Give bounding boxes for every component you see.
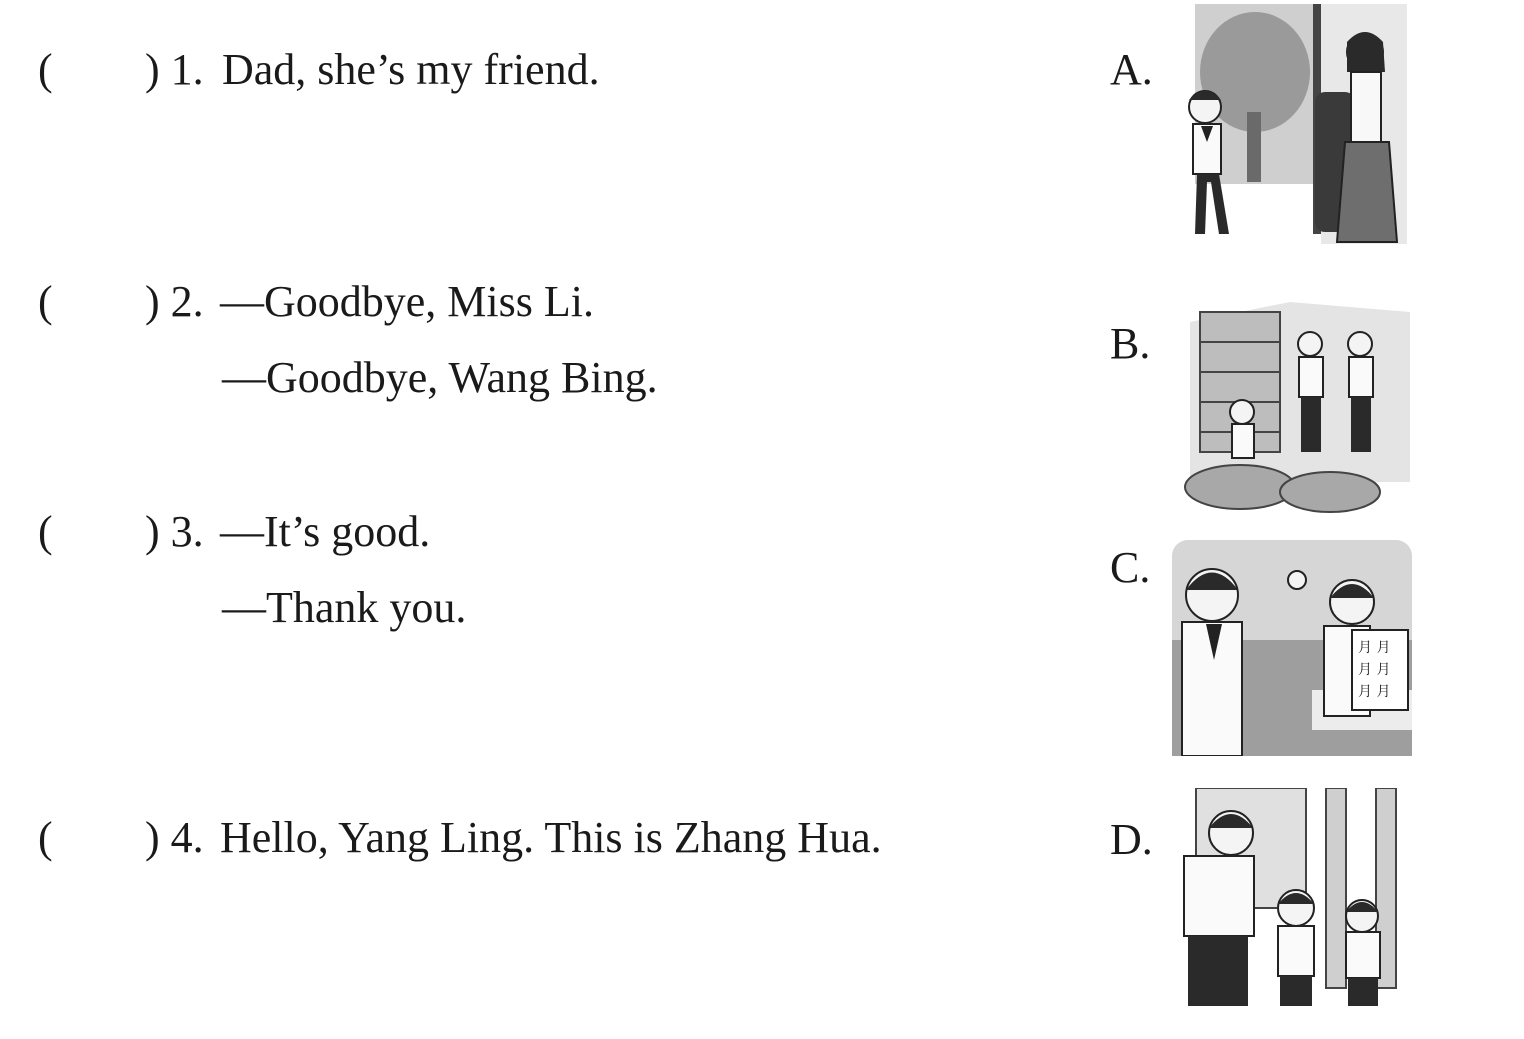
question-line-2: —Thank you. [222,583,467,632]
question-line-2: —Goodbye, Wang Bing. [222,353,658,402]
question-number: 1. [170,45,204,94]
question-line-1: —Goodbye, Miss Li. [220,277,594,326]
svg-text:月 月: 月 月 [1358,640,1391,656]
question-text: Hello, Yang Ling. This is Zhang Hua. [220,813,882,862]
option-d-letter: D. [1110,815,1153,864]
question-text: Dad, she’s my friend. [222,45,600,94]
answer-paren-open: ( [38,507,53,556]
svg-text:月 月: 月 月 [1358,684,1391,700]
answer-paren-open: ( [38,277,53,326]
answer-paren-close: ) 1. [145,45,204,94]
option-c-picture [1172,540,1412,756]
question-line-1: —It’s good. [220,507,431,556]
option-b-picture [1180,282,1410,522]
question-number: 4. [170,813,204,862]
answer-paren-close: ) 2. [145,277,204,326]
answer-paren-close: ) 3. [145,507,204,556]
answer-paren-open: ( [38,45,53,94]
option-c-letter: C. [1110,543,1151,592]
option-d-picture [1176,788,1400,1006]
svg-text:月 月: 月 月 [1358,662,1391,678]
question-number: 2. [170,277,204,326]
answer-paren-close: ) 4. [145,813,204,862]
option-a-picture [1175,2,1407,264]
option-b-letter: B. [1110,319,1151,368]
answer-paren-open: ( [38,813,53,862]
question-number: 3. [170,507,204,556]
option-a-letter: A. [1110,45,1153,94]
